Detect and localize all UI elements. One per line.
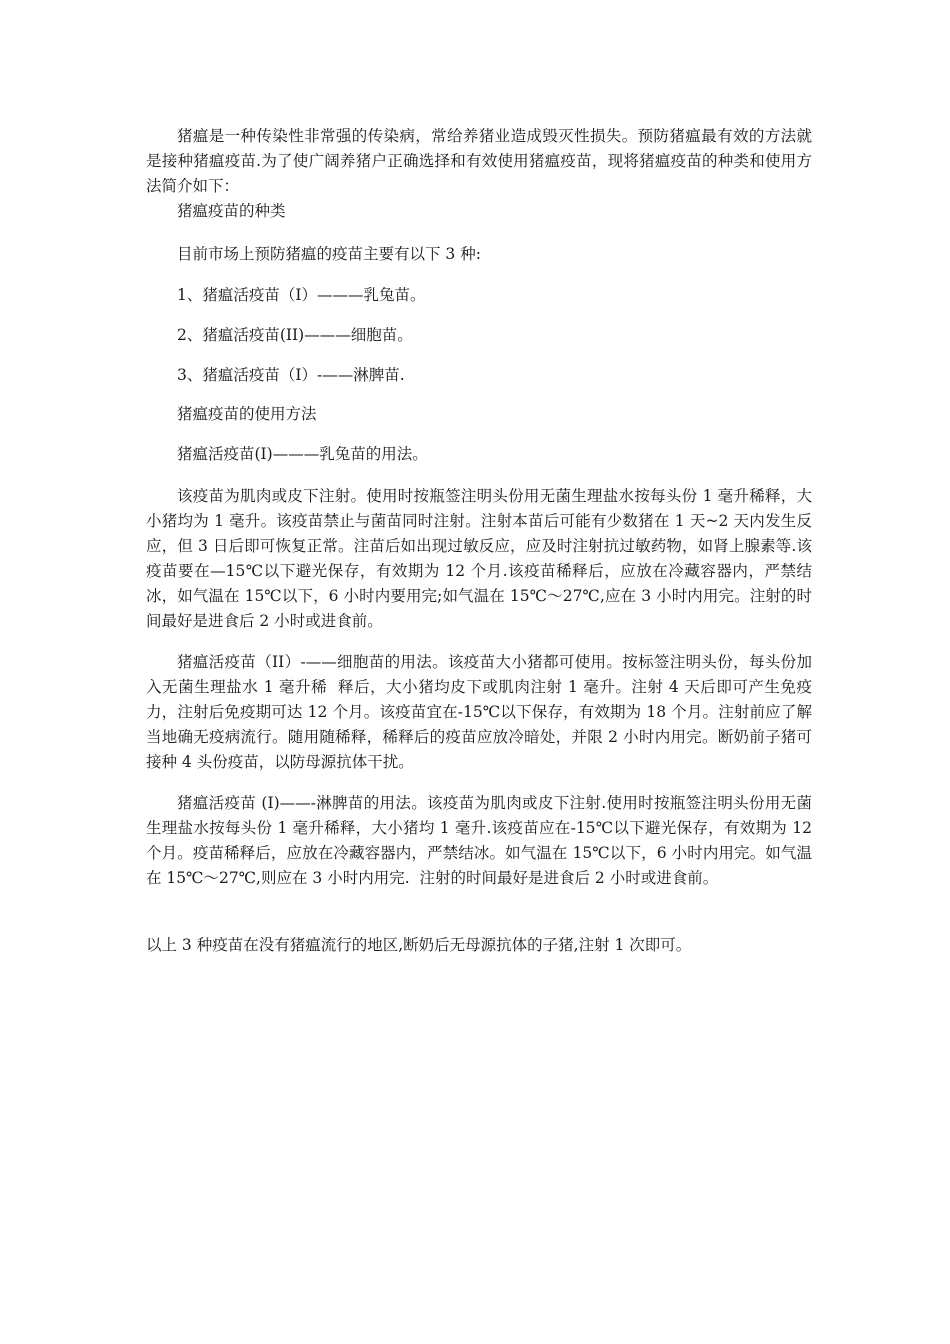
vaccine-type-1: 1、猪瘟活疫苗（I）———乳兔苗。 <box>177 286 426 304</box>
usage-paragraph-rabbit: 该疫苗为肌肉或皮下注射。使用时按瓶签注明头份用无菌生理盐水按每头份 1 毫升稀释，大小猪均为 1 毫升。该疫苗禁止与菌苗同时注射。注射本苗后可能有少数猪在 1 天~2 天内发生反应，但 3 日后即可恢复正常。注苗后如出现过敏反应，应及时注射抗过敏药物，如肾上腺素等.该疫苗要在—15℃以下避光保存，有效期为 12 个月.该疫苗稀释后，应放在冷藏容器内，严禁结冰，如气温在 15℃以下，6 小时内要用完;如气温在 15℃～27℃,应在 3 小时内用完。注射的时间最好是进食后 2 小时或进食前。 <box>146 487 812 630</box>
usage-heading: 猪瘟疫苗的使用方法 <box>177 405 317 423</box>
intro-paragraph: 猪瘟是一种传染性非常强的传染病，常给养猪业造成毁灭性损失。预防猪瘟最有效的方法就是接种猪瘟疫苗.为了使广阔养猪户正确选择和有效使用猪瘟疫苗，现将猪瘟疫苗的种类和使用方法简介如下： <box>146 127 812 195</box>
vaccine-type-2: 2、猪瘟活疫苗(II)———细胞苗。 <box>177 326 413 344</box>
usage-paragraph-spleen: 猪瘟活疫苗 (I)——-淋脾苗的用法。该疫苗为肌肉或皮下注射.使用时按瓶签注明头份用无菌生理盐水按每头份 1 毫升稀释，大小猪均 1 毫升.该疫苗应在-15℃以下避光保存，有效期为 12 个月。疫苗稀释后，应放在冷藏容器内，严禁结冰。如气温在 15℃以下，6 小时内用完。如气温在 15℃～27℃,则应在 3 小时内用完. 注射的时间最好是进食后 2 小时或进食前。 <box>146 794 817 887</box>
usage-subheading: 猪瘟活疫苗(I)———乳兔苗的用法。 <box>177 445 428 463</box>
types-intro: 目前市场上预防猪瘟的疫苗主要有以下 3 种: <box>177 245 481 263</box>
types-heading: 猪瘟疫苗的种类 <box>177 202 286 220</box>
usage-paragraph-cell: 猪瘟活疫苗（II）-——细胞苗的用法。该疫苗大小猪都可使用。按标签注明头份，每头份加入无菌生理盐水 1 毫升稀 释后，大小猪均皮下或肌肉注射 1 毫升。注射 4 天后即可产生免疫力，注射后免疫期可达 12 个月。该疫苗宜在-15℃以下保存，有效期为 18 个月。注射前应了解当地确无疫病流行。随用随稀释，稀释后的疫苗应放冷暗处，并限 2 小时内用完。断奶前子猪可接种 4 头份疫苗，以防母源抗体干扰。 <box>146 653 812 771</box>
conclusion-paragraph: 以上 3 种疫苗在没有猪瘟流行的地区,断奶后无母源抗体的子猪,注射 1 次即可。 <box>146 936 692 954</box>
vaccine-type-3: 3、猪瘟活疫苗（I）-——淋脾苗. <box>177 366 405 384</box>
